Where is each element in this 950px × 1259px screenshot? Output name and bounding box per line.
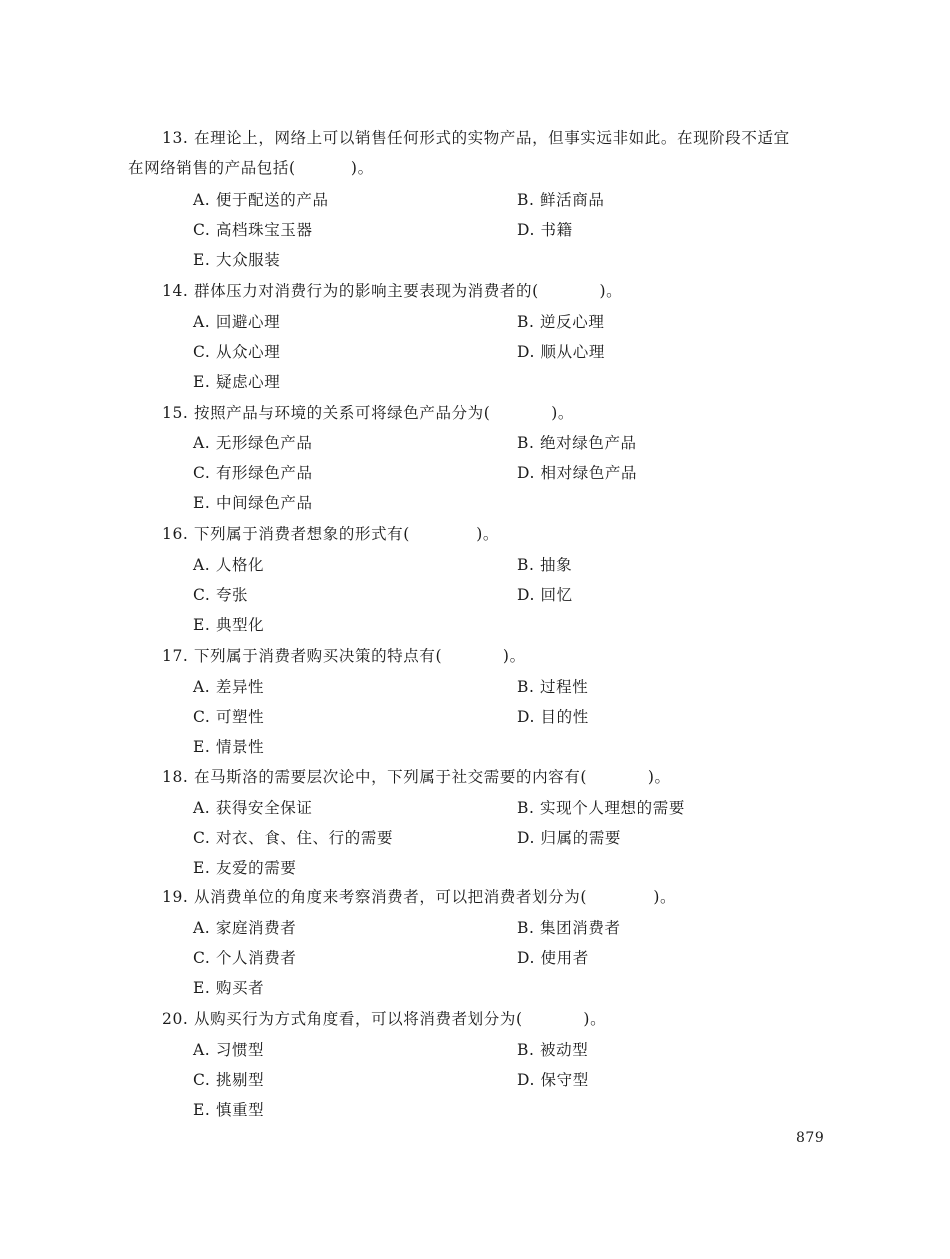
question-18-option-c: C. 对衣、食、住、行的需要: [193, 829, 394, 847]
question-14-option-d: D. 顺从心理: [517, 343, 605, 361]
question-15-option-a: A. 无形绿色产品: [193, 434, 313, 452]
question-16-option-b: B. 抽象: [517, 556, 573, 574]
question-15-stem: 15. 按照产品与环境的关系可将绿色产品分为( )。: [162, 404, 574, 422]
question-16-option-a: A. 人格化: [193, 556, 265, 574]
question-20-option-a: A. 习惯型: [193, 1041, 265, 1059]
question-17-option-d: D. 目的性: [517, 708, 589, 726]
question-13-option-a: A. 便于配送的产品: [193, 191, 329, 209]
question-18-option-d: D. 归属的需要: [517, 829, 622, 847]
question-19-option-a: A. 家庭消费者: [193, 919, 297, 937]
page-number: 879: [796, 1130, 825, 1146]
question-15-option-e: E. 中间绿色产品: [193, 494, 313, 512]
question-18-option-e: E. 友爱的需要: [193, 859, 297, 877]
question-15-option-d: D. 相对绿色产品: [517, 464, 638, 482]
question-20-option-e: E. 慎重型: [193, 1101, 265, 1119]
question-19-option-e: E. 购买者: [193, 979, 265, 997]
question-16-stem: 16. 下列属于消费者想象的形式有( )。: [162, 525, 499, 543]
question-14-option-b: B. 逆反心理: [517, 313, 605, 331]
question-14-stem: 14. 群体压力对消费行为的影响主要表现为消费者的( )。: [162, 282, 623, 300]
question-15-option-b: B. 绝对绿色产品: [517, 434, 637, 452]
question-20-option-b: B. 被动型: [517, 1041, 589, 1059]
question-13-stem-line2: 在网络销售的产品包括( )。: [128, 159, 374, 177]
question-13-stem-line1: 13. 在理论上，网络上可以销售任何形式的实物产品，但事实远非如此。在现阶段不适宜: [162, 129, 790, 147]
question-17-option-c: C. 可塑性: [193, 708, 265, 726]
question-13-option-e: E. 大众服装: [193, 251, 281, 269]
question-14-option-c: C. 从众心理: [193, 343, 281, 361]
question-18-stem: 18. 在马斯洛的需要层次论中，下列属于社交需要的内容有( )。: [162, 768, 671, 786]
question-16-option-c: C. 夸张: [193, 586, 249, 604]
question-16-option-d: D. 回忆: [517, 586, 573, 604]
question-13-option-d: D. 书籍: [517, 221, 573, 239]
question-18-option-b: B. 实现个人理想的需要: [517, 799, 685, 817]
question-19-option-d: D. 使用者: [517, 949, 589, 967]
question-14-option-a: A. 回避心理: [193, 313, 281, 331]
question-17-option-a: A. 差异性: [193, 678, 265, 696]
question-20-option-d: D. 保守型: [517, 1071, 589, 1089]
question-13-option-c: C. 高档珠宝玉器: [193, 221, 313, 239]
question-20-option-c: C. 挑剔型: [193, 1071, 265, 1089]
question-13-option-b: B. 鲜活商品: [517, 191, 605, 209]
question-17-stem: 17. 下列属于消费者购买决策的特点有( )。: [162, 647, 526, 665]
question-20-stem: 20. 从购买行为方式角度看，可以将消费者划分为( )。: [162, 1010, 607, 1028]
question-17-option-b: B. 过程性: [517, 678, 589, 696]
question-15-option-c: C. 有形绿色产品: [193, 464, 313, 482]
question-19-option-b: B. 集团消费者: [517, 919, 621, 937]
question-19-stem: 19. 从消费单位的角度来考察消费者，可以把消费者划分为( )。: [162, 888, 677, 906]
question-14-option-e: E. 疑虑心理: [193, 373, 281, 391]
question-17-option-e: E. 情景性: [193, 738, 265, 756]
question-18-option-a: A. 获得安全保证: [193, 799, 313, 817]
question-16-option-e: E. 典型化: [193, 616, 265, 634]
question-19-option-c: C. 个人消费者: [193, 949, 297, 967]
